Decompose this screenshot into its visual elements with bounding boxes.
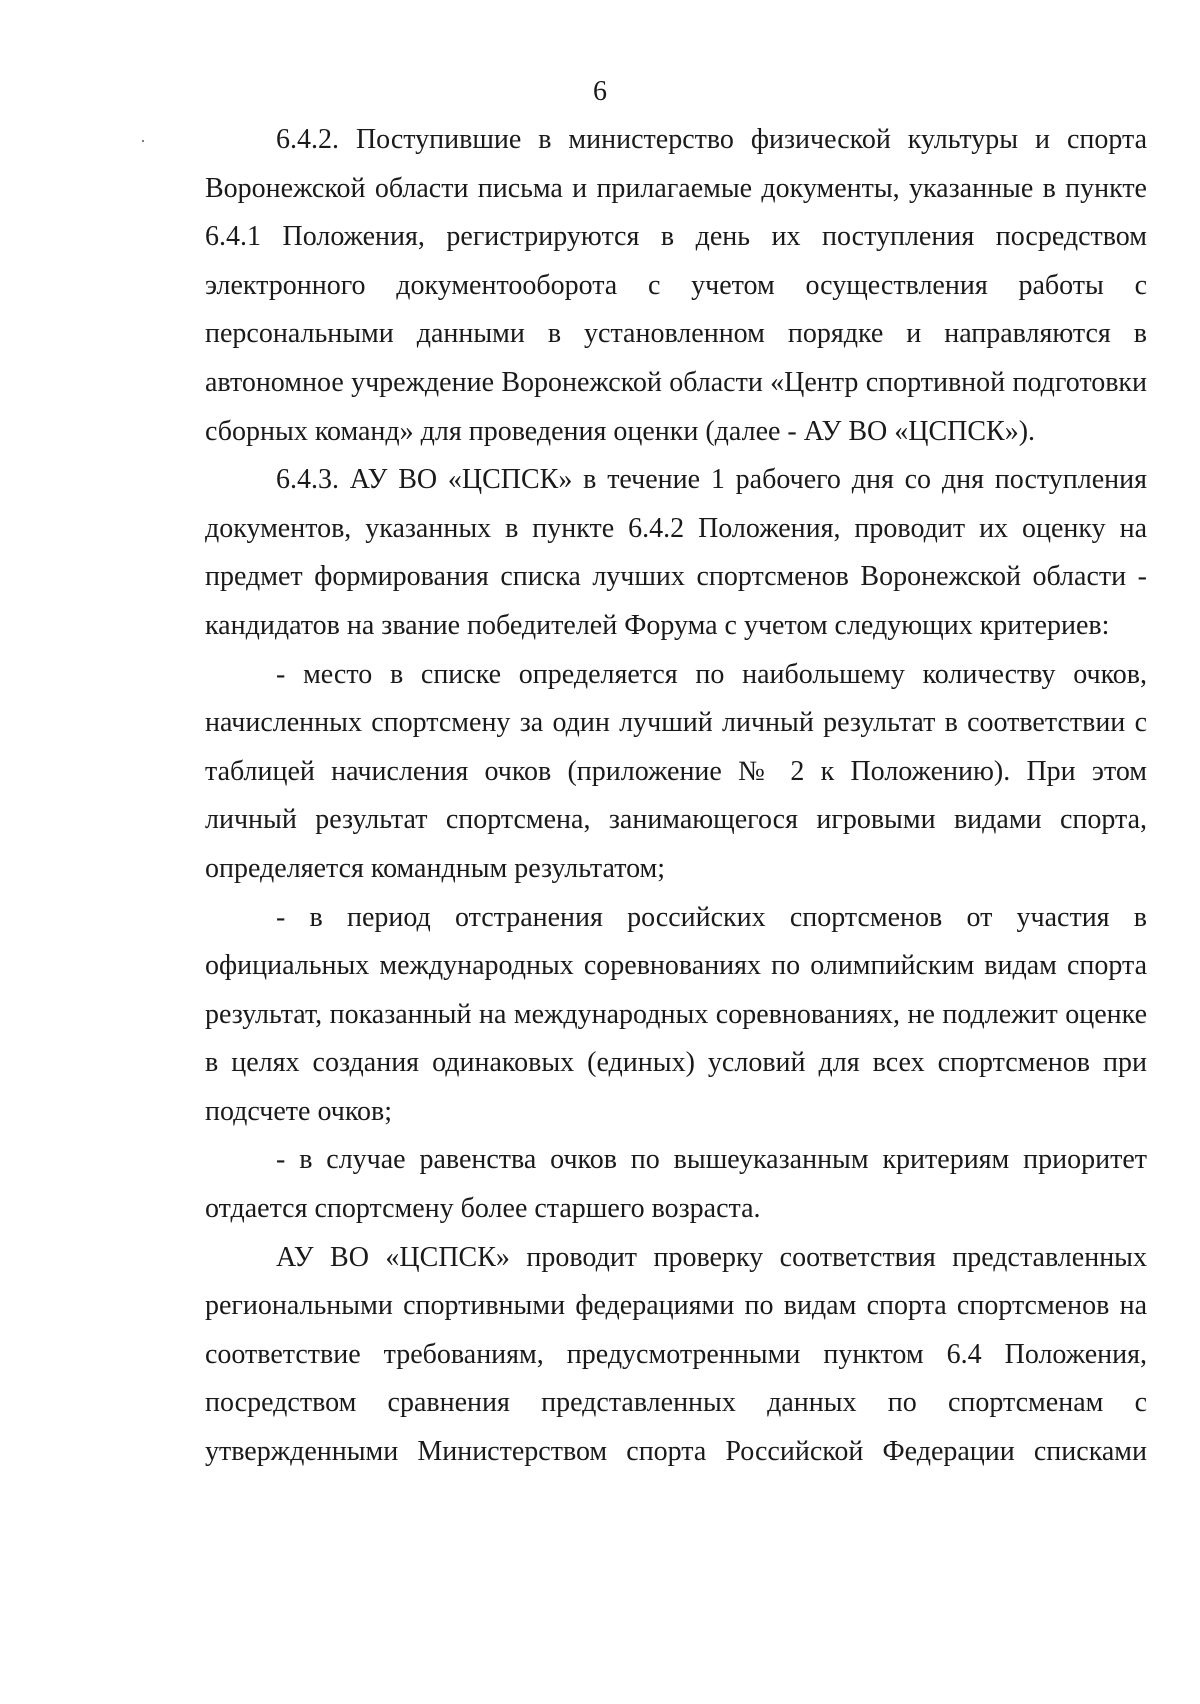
paragraph-6-4-3: 6.4.3. АУ ВО «ЦСПСК» в течение 1 рабочего дня со дня поступления документов, указанных в пункте 6.4.2 Положения, проводит их оценку на предмет формирования списка лучших спортсменов Воронежской области - кандидатов на звание победителей Форума с учетом следующих критериев: bbox=[205, 464, 1147, 641]
scan-speck bbox=[142, 140, 144, 142]
paragraph-6-4-2: 6.4.2. Поступившие в министерство физической культуры и спорта Воронежской области письма и прилагаемые документы, указанные в пункте 6.4.1 Положения, регистрируются в день их поступления посредством электронного документооборота с учетом осуществления работы с персональными данными в установленном порядке и направляются в автономное учреждение Воронежской области «Центр спортивной подготовки сборных команд» для проведения оценки (далее - АУ ВО «ЦСПСК»). bbox=[205, 124, 1147, 447]
criterion-suspension-period: - в период отстранения российских спортсменов от участия в официальных международных соревнованиях по олимпийским видам спорта результат, показанный на международных соревнованиях, не подлежит оценке в целях создания одинаковых (единых) условий для всех спортсменов при подсчете очков; bbox=[205, 901, 1147, 1127]
paragraph-verification: АУ ВО «ЦСПСК» проводит проверку соответствия представленных региональными спортивными федерациями по видам спорта спортсменов на соответствие требованиям, предусмотренными пунктом 6.4 Положения, посредством сравнения представленных данных по спортсменам с утвержденными Министерством спорта Российской Федерации списками bbox=[205, 1241, 1147, 1468]
document-body bbox=[205, 116, 1147, 1477]
criterion-place-in-list: - место в списке определяется по наибольшему количеству очков, начисленных спортсмену за один лучший личный результат в соответствии с таблицей начисления очков (приложение № 2 к Положению). При этом личный результат спортсмена, занимающегося игровыми видами спорта, определяется командным результатом; bbox=[205, 658, 1147, 884]
criterion-equal-points: - в случае равенства очков по вышеуказанным критериям приоритет отдается спортсмену более старшего возраста. bbox=[205, 1144, 1147, 1225]
page-number: 6 bbox=[593, 76, 607, 107]
